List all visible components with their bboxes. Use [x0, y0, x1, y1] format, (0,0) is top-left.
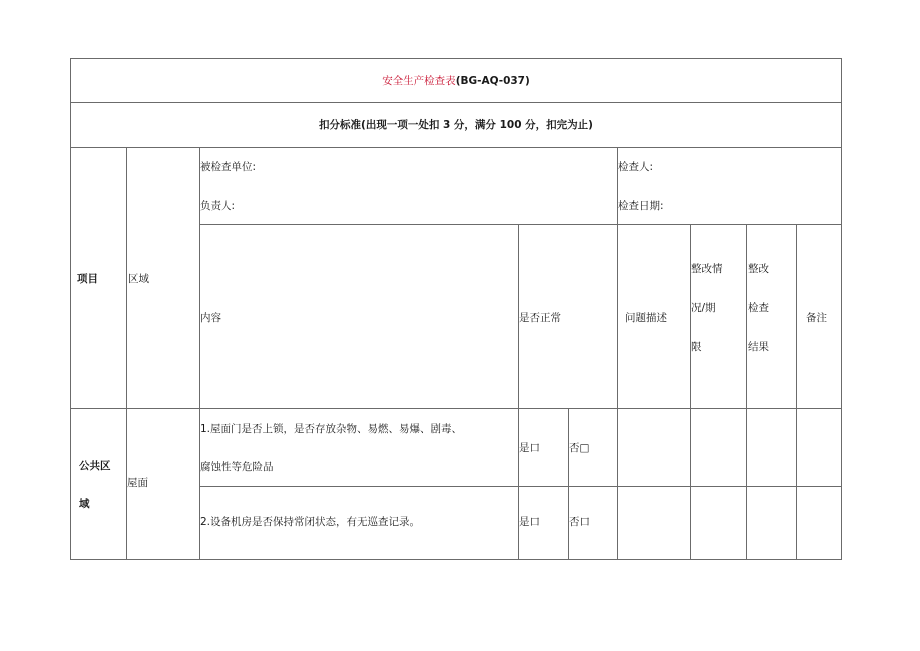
item2-yes-option[interactable]: 是口	[519, 516, 540, 528]
header-problem: 问题描述	[625, 312, 667, 324]
header-area: 区域	[128, 273, 149, 285]
item1-content-line1: 1.屋面门是否上锁，是否存放杂物、易燃、易爆、剧毒、	[200, 423, 463, 435]
item1-no-option[interactable]: 否□	[569, 442, 590, 454]
responsible-label: 负责人:	[200, 200, 236, 212]
header-rectify-status-3: 限	[691, 341, 702, 353]
border-left	[70, 58, 71, 560]
col-status-right	[746, 224, 747, 560]
section-project-2: 域	[79, 498, 90, 510]
inspection-form	[70, 58, 842, 560]
section-project-1: 公共区	[79, 460, 111, 472]
header-rectify-result-1: 整改	[748, 263, 769, 275]
rule-criteria	[70, 147, 842, 148]
title-name: 安全生产检查表	[382, 75, 456, 87]
inspection-date-label: 检查日期:	[618, 200, 664, 212]
inspected-unit-label: 被检查单位:	[200, 161, 257, 173]
item2-no-option[interactable]: 否口	[569, 516, 590, 528]
title-code: (BG-AQ-037)	[455, 75, 530, 87]
item1-yes-option[interactable]: 是口	[519, 442, 540, 454]
deduction-criteria: 扣分标准(出现一项一处扣 3 分，满分 100 分，扣完为止)	[319, 119, 593, 131]
inspector-label: 检查人:	[618, 161, 654, 173]
col-result-right	[796, 224, 797, 560]
header-rectify-status-2: 况/期	[691, 302, 716, 314]
header-normal: 是否正常	[519, 312, 561, 324]
form-title	[70, 74, 842, 88]
header-project: 项目	[77, 273, 98, 285]
rule-title	[70, 102, 842, 103]
col-yes-right	[568, 408, 569, 560]
header-rectify-result-2: 检查	[748, 302, 769, 314]
header-content: 内容	[200, 312, 221, 324]
col-project-right	[126, 147, 127, 560]
border-bottom	[70, 559, 842, 560]
border-right	[841, 58, 842, 560]
item2-content-line1: 2.设备机房是否保持常闭状态，有无巡查记录。	[200, 516, 421, 528]
section-area: 屋面	[127, 477, 148, 489]
item1-content-line2: 腐蚀性等危险品	[200, 461, 274, 473]
col-content-right	[518, 224, 519, 560]
header-remark: 备注	[806, 312, 827, 324]
rule-header-bottom	[70, 408, 842, 409]
header-rectify-result-3: 结果	[748, 341, 769, 353]
header-rectify-status-1: 整改情	[691, 263, 723, 275]
border-top	[70, 58, 842, 59]
